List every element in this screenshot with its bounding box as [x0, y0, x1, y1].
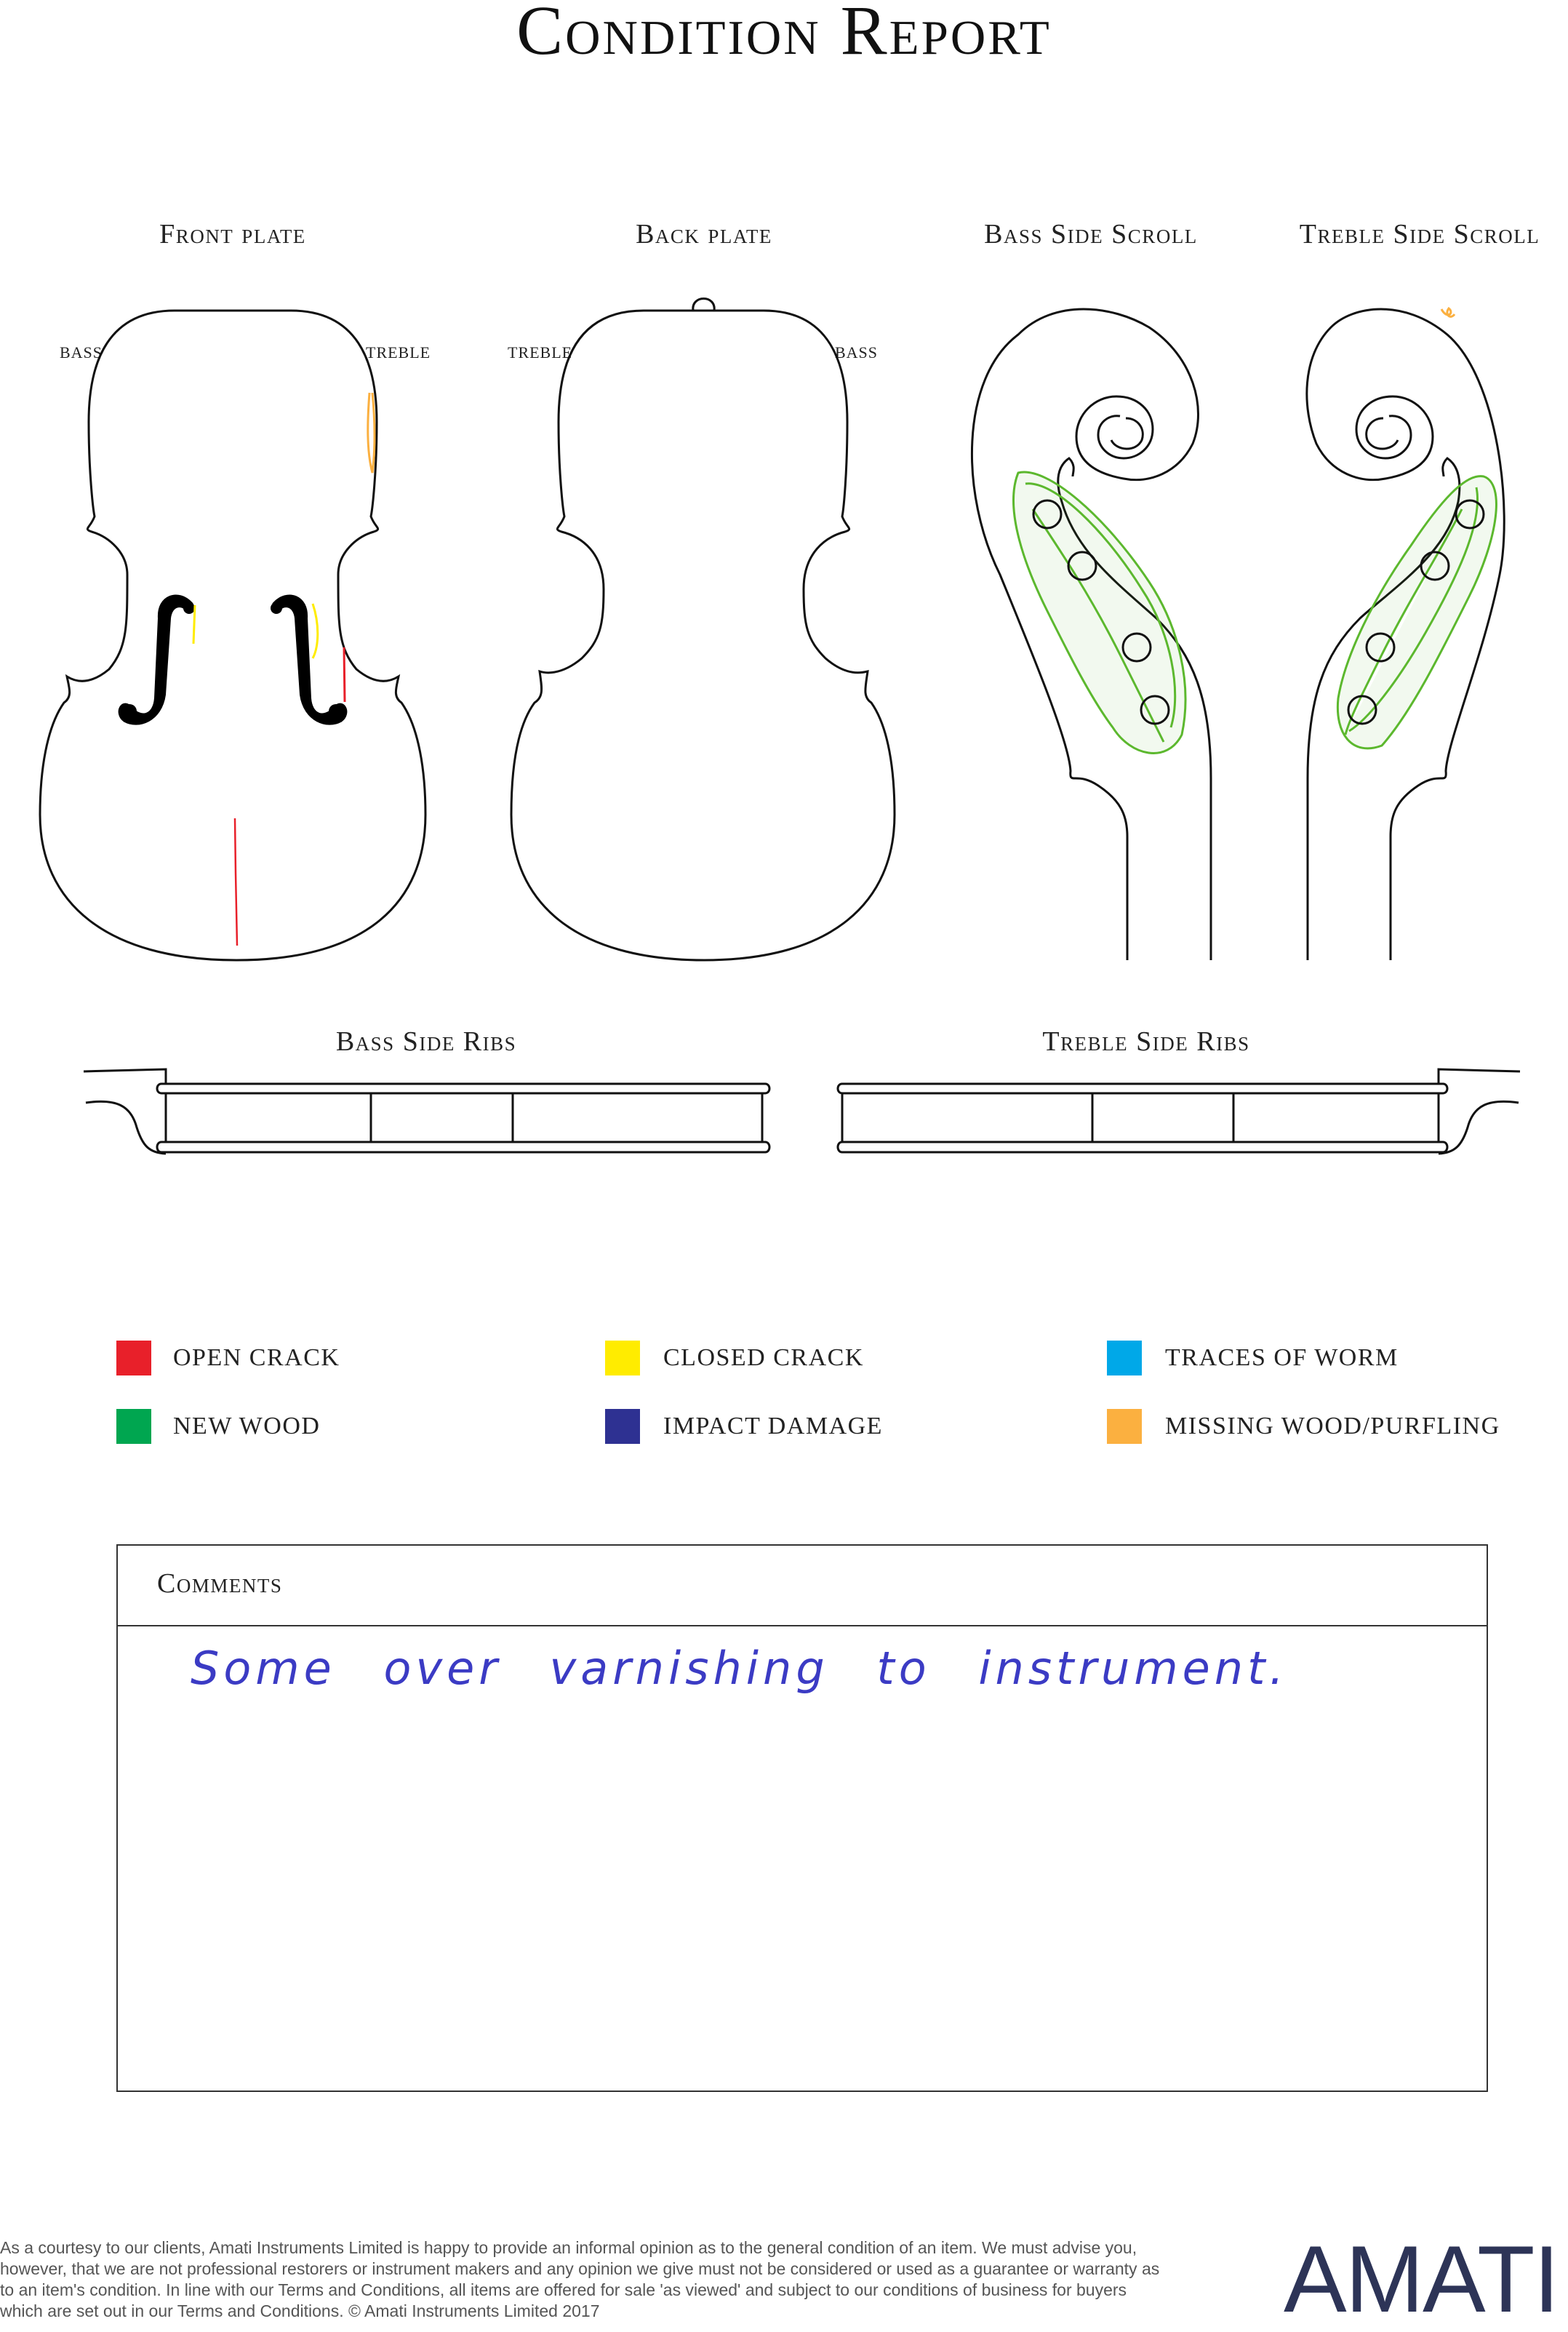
legend-label-missing-wood-purfling: MISSING WOOD/PURFLING [1165, 1413, 1500, 1439]
bass-side-scroll-title: Bass Side Scroll [984, 219, 1198, 249]
legend-label-traces-of-worm: TRACES OF WORM [1165, 1344, 1399, 1371]
page-title: Condition Report [516, 0, 1052, 69]
legend-label-open-crack: OPEN CRACK [173, 1344, 340, 1371]
legend-label-new-wood: NEW WOOD [173, 1413, 321, 1439]
legend-swatch-missing-wood-purfling [1107, 1409, 1142, 1444]
comments-label: Comments [157, 1568, 283, 1599]
back-plate-treble-label: TREBLE [508, 343, 573, 362]
front-plate-bass-label: BASS [60, 343, 103, 362]
back-plate-title: Back plate [636, 219, 772, 249]
treble-side-scroll-title: Treble Side Scroll [1299, 219, 1540, 249]
legend-label-closed-crack: CLOSED CRACK [663, 1344, 864, 1371]
legend-swatch-traces-of-worm [1107, 1341, 1142, 1375]
treble-side-ribs-title: Treble Side Ribs [1042, 1026, 1250, 1057]
bass-side-ribs-title: Bass Side Ribs [335, 1026, 517, 1057]
back-plate-bass-label: BASS [835, 343, 879, 362]
legend-swatch-open-crack [116, 1341, 151, 1375]
amati-logo: AMATI [1284, 2226, 1559, 2332]
legend-swatch-new-wood [116, 1409, 151, 1444]
legend-swatch-closed-crack [605, 1341, 640, 1375]
disclaimer-text: As a courtesy to our clients, Amati Instruments Limited is happy to provide an informal opinion as to the general condition of an item. We must advise you, however, that we are not professional restorers or instrument makers and any opinion we give must not be considered or used as a guarantee or warranty as to an item's condition. In line with our Terms and Conditions, all items are offered for sale 'as viewed' and subject to our conditions of business for buyers which are set out in our Terms and Conditions. © Amati Instruments Limited 2017 [0, 2238, 1160, 2320]
front-plate-title: Front plate [159, 219, 306, 249]
legend-label-impact-damage: IMPACT DAMAGE [663, 1413, 883, 1439]
front-plate-treble-label: TREBLE [366, 343, 431, 362]
comments-box [116, 1544, 1488, 2092]
comments-header [118, 1546, 1487, 1626]
comments-text: Some over varnishing to instrument. [191, 1642, 1289, 1695]
legend-swatch-impact-damage [605, 1409, 640, 1444]
